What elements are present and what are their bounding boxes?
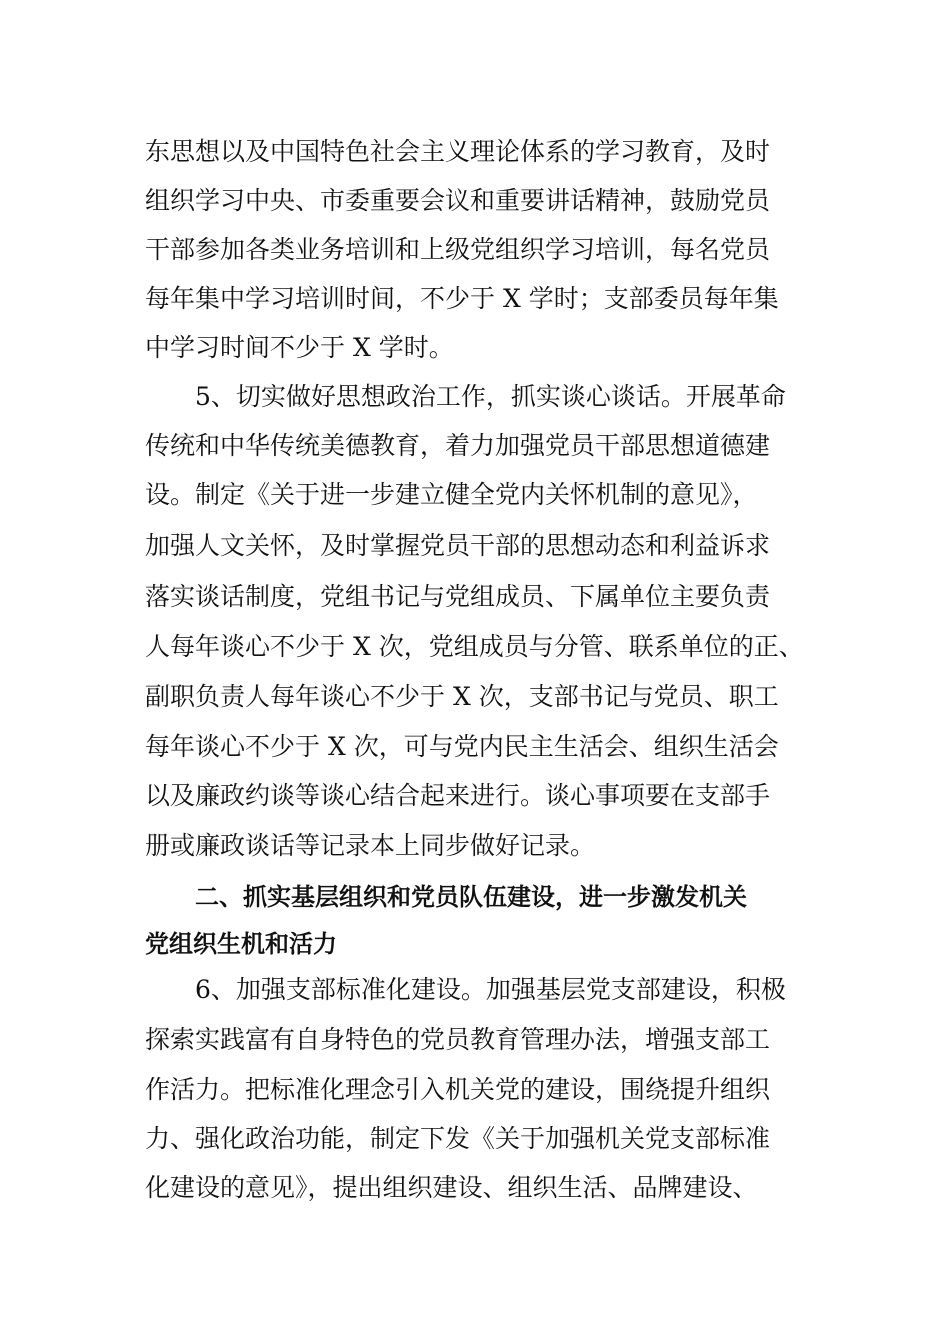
text-line: 以及廉政约谈等谈心结合起来进行。谈心事项要在支部手 [145,781,771,810]
text-line: 中学习时间不少于 X 学时。 [145,333,454,362]
paragraph-heading-6: 6、加强支部标准化建设。加强基层党支部建设，积极 [195,975,786,1004]
text-line: 副职负责人每年谈心不少于 X 次，支部书记与党员、职工 [145,682,779,711]
text-line: 每年集中学习培训时间，不少于 X 学时；支部委员每年集 [145,284,779,313]
text-line: 探索实践富有自身特色的党员教育管理办法，增强支部工 [145,1025,771,1054]
text-line: 东思想以及中国特色社会主义理论体系的学习教育，及时 [145,137,771,166]
text-line: 干部参加各类业务培训和上级党组织学习培训，每名党员 [145,235,771,264]
paragraph-heading-5: 5、切实做好思想政治工作，抓实谈心谈话。开展革命 [195,382,786,411]
text-line: 化建设的意见》，提出组织建设、组织生活、品牌建设、 [145,1173,758,1202]
text-line: 每年谈心不少于 X 次，可与党内民主生活会、组织生活会 [145,732,779,761]
text-line: 作活力。把标准化理念引入机关党的建设，围绕提升组织 [145,1075,771,1104]
text-line: 力、强化政治功能，制定下发《关于加强机关党支部标准 [145,1124,771,1153]
text-line: 设。制定《关于进一步建立健全党内关怀机制的意见》， [145,480,758,509]
text-line: 册或廉政谈话等记录本上同步做好记录。 [145,831,596,860]
section-heading: 二、抓实基层组织和党员队伍建设，进一步激发机关 [195,883,747,911]
text-line: 人每年谈心不少于 X 次，党组成员与分管、联系单位的正、 [145,632,804,661]
section-heading-continued: 党组织生机和活力 [145,930,337,958]
text-line: 组织学习中央、市委重要会议和重要讲话精神，鼓励党员 [145,186,771,215]
text-line: 落实谈话制度，党组书记与党组成员、下属单位主要负责 [145,582,771,611]
text-line: 加强人文关怀，及时掌握党员干部的思想动态和利益诉求 [145,531,771,560]
text-line: 传统和中华传统美德教育，着力加强党员干部思想道德建 [145,431,771,460]
